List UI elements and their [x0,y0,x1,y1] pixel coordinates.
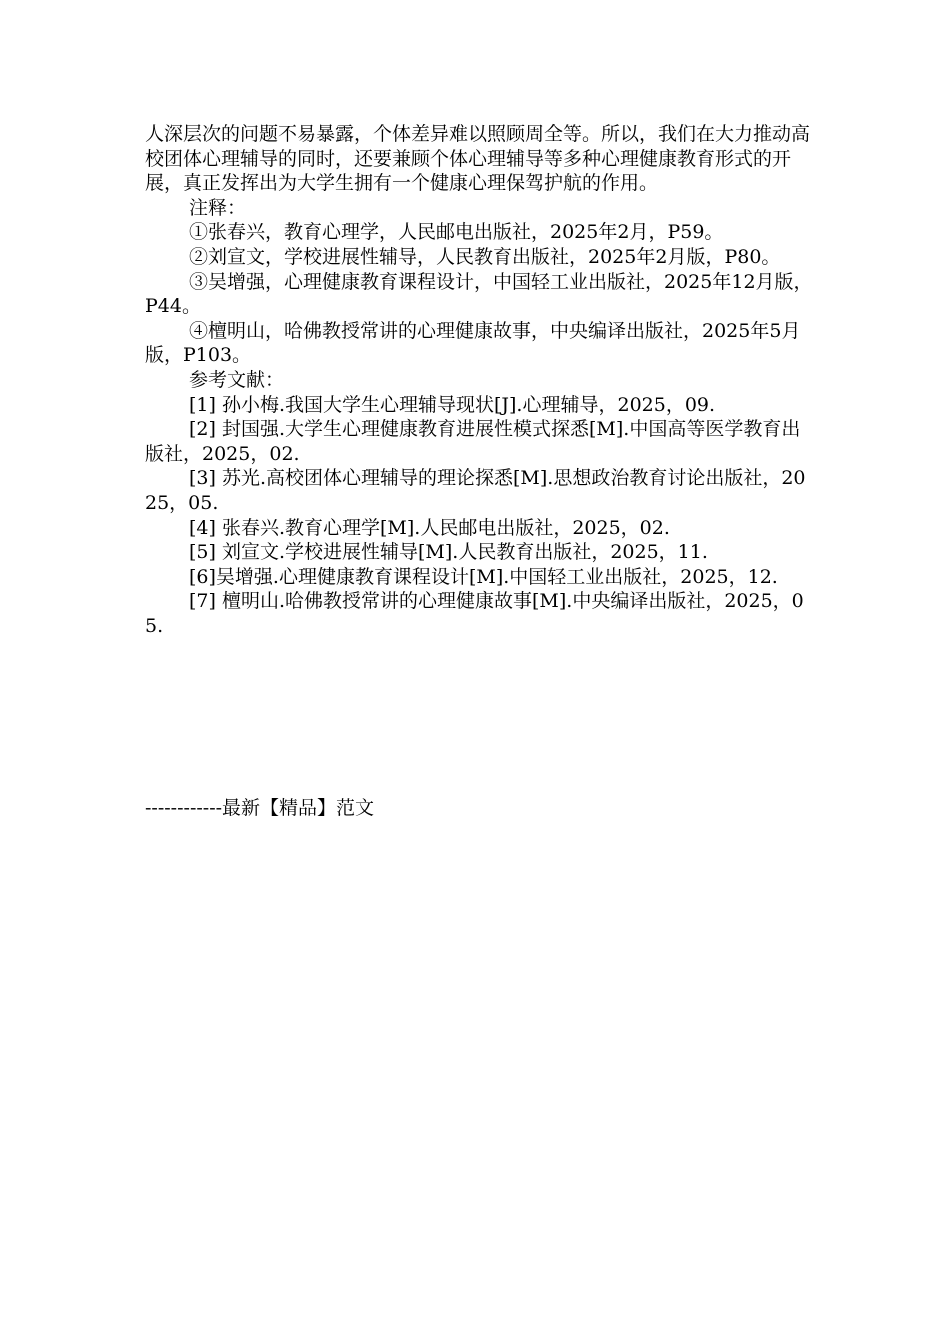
reference-item-7: [7] 檀明山.哈佛教授常讲的心理健康故事[M].中央编译出版社，2025，05. [145,590,804,637]
reference-item-4: [4] 张春兴.教育心理学[M].人民邮电出版社，2025，02. [189,516,670,539]
note-item-4: ④檀明山，哈佛教授常讲的心理健康故事，中央编译出版社，2025年5月版，P103。 [145,319,801,367]
note-item-3: ③吴增强，心理健康教育课程设计，中国轻工业出版社，2025年12月版，P44。 [145,270,813,318]
note-item-2: ②刘宣文，学校进展性辅导，人民教育出版社，2025年2月版，P80。 [189,245,781,268]
note-item-1: ①张春兴，教育心理学，人民邮电出版社，2025年2月，P59。 [189,221,724,244]
notes-heading: 注释： [189,196,247,219]
reference-item-5: [5] 刘宣文.学校进展性辅导[M].人民教育出版社，2025，11. [189,541,708,564]
footer-tagline: ------------最新【精品】范文 [145,797,375,819]
reference-item-6: [6]吴增强.心理健康教育课程设计[M].中国轻工业出版社，2025，12. [189,565,778,588]
references-heading: 参考文献： [189,368,285,391]
reference-item-2: [2] 封国强.大学生心理健康教育进展性模式探悉[M].中国高等医学教育出版社，2025，02. [145,418,801,465]
document-body [145,122,815,638]
intro-paragraph: 人深层次的问题不易暴露，个体差异难以照顾周全等。所以，我们在大力推动高校团体心理辅导的同时，还要兼顾个体心理辅导等多种心理健康教育形式的开展，真正发挥出为大学生拥有一个健康心理保驾护航的作用。 [145,123,811,195]
reference-item-3: [3] 苏光.高校团体心理辅导的理论探悉[M].思想政治教育讨论出版社，2025，05. [145,467,806,514]
reference-item-1: [1] 孙小梅.我国大学生心理辅导现状[J].心理辅导，2025，09. [189,393,716,416]
